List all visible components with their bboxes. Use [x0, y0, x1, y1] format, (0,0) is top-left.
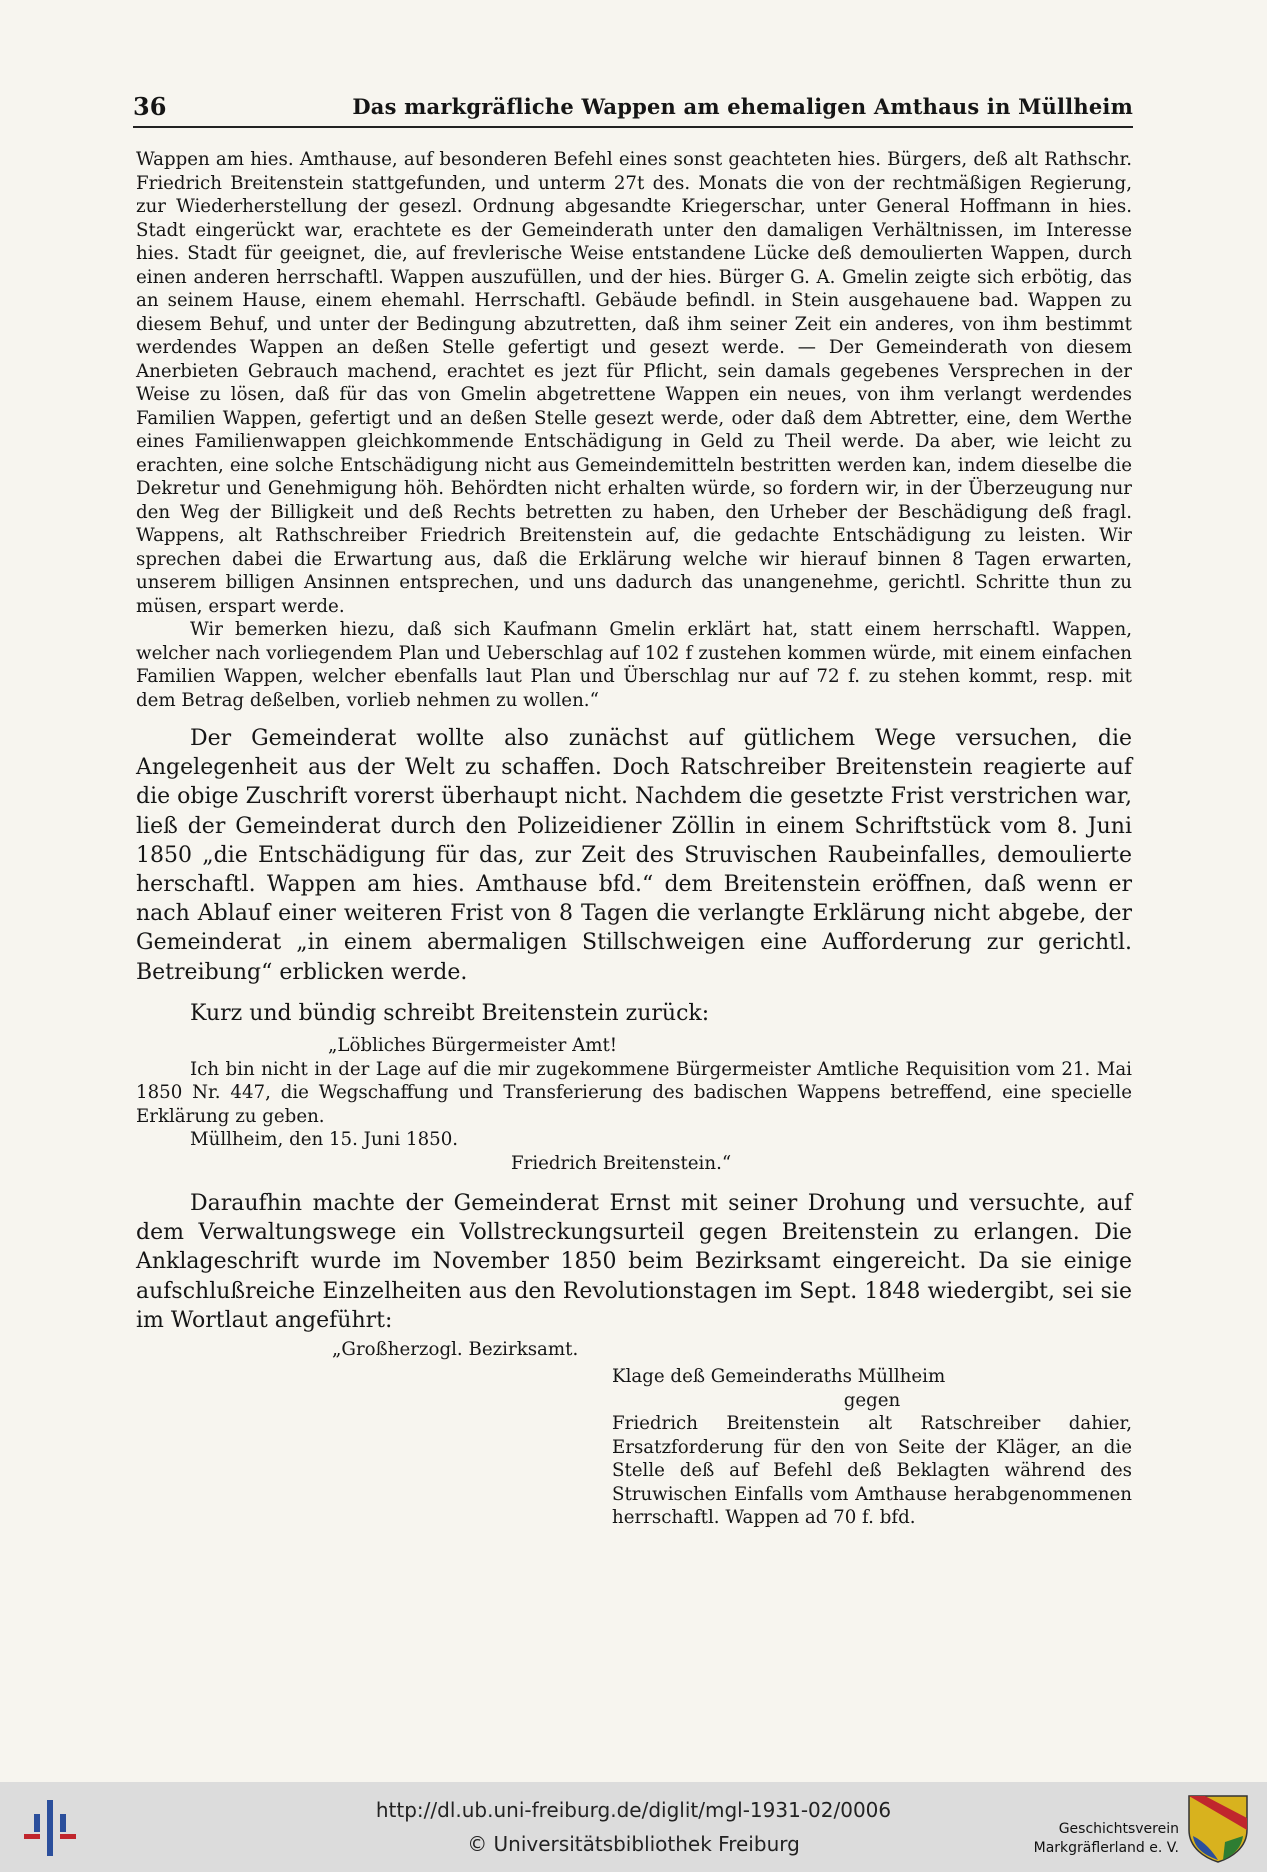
page-number: 36	[133, 92, 167, 121]
society-name	[1034, 1820, 1179, 1858]
body-paragraph: Kurz und bündig schreibt Breitenstein zurück:	[190, 1000, 710, 1026]
permalink-url[interactable]: http://dl.ub.uni-freiburg.de/diglit/mgl-1931-02/0006	[375, 1798, 892, 1822]
body-paragraph: Der Gemeinderat wollte also zunächst auf gütlichem Wege versuchen, die Angelegenheit aus der Welt zu schaffen. Doch Ratschreiber Breitenstein reagierte auf die obige Zuschrift vorerst überhaupt nicht. Nachdem die gesetzte Frist verstrichen war, ließ der Gemeinderat durch den Polizeidiener Zöllin in einem Schriftstück vom 8. Juni 1850 „die Entschädigung für das, zur Zeit des Struvischen Raubeinfalles, demoulierte herschaftl. Wappen am hies. Amthause bfd.“ dem Breitenstein eröffnen, daß wenn er nach Ablauf einer weiteren Frist von 8 Tagen die verlangte Erklärung nicht abgebe, der Gemeinderat „in einem abermaligen Stillschweigen eine Aufforderung zur gerichtl. Betreibung“ erblicken werde.	[136, 726, 1132, 985]
copyright-notice: © Universitätsbibliothek Freiburg	[467, 1832, 800, 1856]
society-line-2: Markgräflerland e. V.	[1033, 1840, 1179, 1856]
running-head: Das markgräfliche Wappen am ehemaligen Amthaus in Müllheim	[352, 94, 1133, 119]
body-paragraph: Daraufhin machte der Gemeinderat Ernst mit seiner Drohung und versuchte, auf dem Verwaltungswege ein Vollstreckungsurteil gegen Breitenstein zu erlangen. Die Anklageschrift wurde im November 1850 beim Bezirksamt eingereicht. Da sie einige aufschlußreiche Einzelheiten aus den Revolutionstagen im Sept. 1848 wiedergibt, sei sie im Wortlaut angeführt:	[136, 1191, 1132, 1333]
complaint-title: Klage deß Gemeinderaths Müllheim	[612, 1366, 946, 1388]
letter-greeting: „Löbliches Bürgermeister Amt!	[328, 1035, 618, 1057]
complaint-body: Friedrich Breitenstein alt Ratschreiber dahier, Ersatzforderung für den von Seite der Kläger, an die Stelle deß auf Befehl deß Beklagten während des Struwischen Einfalls vom Amthause herabgenommenen herrschaftl. Wappen ad 70 f. bfd.	[612, 1413, 1132, 1529]
page-header	[133, 86, 1133, 126]
coat-of-arms-icon	[1185, 1792, 1251, 1864]
complaint-block	[136, 1339, 1132, 1569]
letter-signature: Friedrich Breitenstein.“	[511, 1152, 732, 1174]
quoted-letter-paragraph-2: Wir bemerken hiezu, daß sich Kaufmann Gmelin erklärt hat, statt einem herrschaftl. Wappen, welcher nach vorliegendem Plan und Ueberschlag auf 102 f zustehen kommen würde, mit einem einfachen Familien Wappen, welcher ebenfalls laut Plan und Überschlag nur auf 72 f. zu stehen kommt, resp. mit dem Betrag deßelben, vorlieb nehmen zu wollen.“	[136, 619, 1132, 711]
complaint-address: „Großherzogl. Bezirksamt.	[332, 1339, 579, 1361]
body-text	[136, 148, 1132, 1569]
complaint-against: gegen	[843, 1389, 901, 1411]
society-line-1: Geschichtsverein	[1058, 1821, 1179, 1837]
quoted-letter-paragraph: Wappen am hies. Amthause, auf besonderen Befehl eines sonst geachteten hies. Bürgers, deß alt Rathschr. Friedrich Breitenstein stattgefunden, und unterm 27t des. Monats die von der rechtmäßigen Regierung, zur Wiederherstellung der gesezl. Ordnung abgesandte Kriegerschar, unter General Hoffmann in hies. Stadt eingerückt war, erachtete es der Gemeinderath unter den damaligen Verhältnissen, im Interesse hies. Stadt für geeignet, die, auf frevlerische Weise entstandene Lücke deß demoulierten Wappen, durch einen anderen herrschaftl. Wappen auszufüllen, und der hies. Bürger G. A. Gmelin zeigte sich erbötig, das an seinem Hause, einem ehemahl. Herrschaftl. Gebäude befindl. in Stein ausgehauene bad. Wappen zu diesem Behuf, und unter der Bedingung abzutretten, daß ihm seiner Zeit ein anderes, von ihm bestimmt werdendes Wappen an deßen Stelle gefertigt und gesezt werde. — Der Gemeinderath von diesem Anerbieten Gebrauch machend, erachtet es jezt für Pflicht, sein damals gegebenes Versprechen in der Weise zu lösen, daß für das von Gmelin abgetrettene Wappen ein neues, von ihm verlangt werdendes Familien Wappen, gefertigt und an deßen Stelle gesezt werde, oder daß dem Abtretter, eine, dem Werthe eines Familienwappen gleichkommende Entschädigung in Geld zu Theil werde. Da aber, wie leicht zu erachten, eine solche Entschädigung nicht aus Gemeindemitteln bestritten werden kan, indem dieselbe die Dekretur und Genehmigung höh. Behördten nicht erhalten würde, so fordern wir, in der Überzeugung nur den Weg der Billigkeit und deß Rechts betretten zu haben, den Urheber der Beschädigung deß fragl. Wappens, alt Rathschreiber Friedrich Breitenstein auf, die gedachte Entschädigung zu leisten. Wir sprechen dabei die Erwartung aus, daß die Erklärung welche wir hierauf binnen 8 Tagen erwarten, unserem billigen Ansinnen entsprechen, und uns dadurch das unangenehme, gerichtl. Schritte thun zu müsen, erspart werde.	[136, 149, 1132, 617]
letter-body: Ich bin nicht in der Lage auf die mir zugekommene Bürgermeister Amtliche Requisition vom 21. Mai 1850 Nr. 447, die Wegschaffung und Transferierung des badischen Wappens betreffend, eine specielle Erklärung zu geben.	[136, 1058, 1132, 1127]
complaint-caption	[612, 1365, 1132, 1530]
viewer-footer	[0, 1782, 1267, 1872]
header-rule	[133, 126, 1133, 128]
letter-date: Müllheim, den 15. Juni 1850.	[190, 1129, 459, 1151]
